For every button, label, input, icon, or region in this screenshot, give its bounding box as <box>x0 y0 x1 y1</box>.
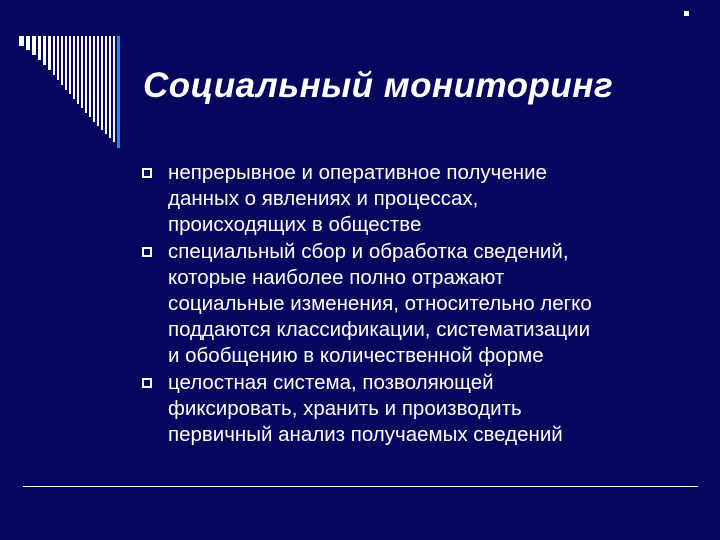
bullet-item <box>138 239 698 370</box>
bullet-text: специальный сбор и обработка сведений, которые наиболее полно отражают социальные изменения, относительно легко поддаются классификации, систематизации и обобщению в количественной форме <box>168 239 592 368</box>
hollow-square-icon <box>142 168 152 178</box>
bullet-text: целостная система, позволяющей фиксировать, хранить и производить первичный анализ получаемых сведений <box>168 370 563 447</box>
hollow-square-icon <box>142 378 152 388</box>
hollow-square-icon <box>142 247 152 257</box>
bullet-item <box>138 370 698 449</box>
accent-bar <box>117 36 120 148</box>
top-right-square <box>684 11 689 16</box>
bullet-text: непрерывное и оперативное получение данных о явлениях и процессах, происходящих в обществе <box>168 161 547 237</box>
bullet-list <box>138 160 698 448</box>
slide-title: Социальный мониторинг <box>143 66 614 105</box>
bar-group <box>19 36 115 142</box>
bullet-item <box>138 160 698 239</box>
bottom-divider <box>23 486 698 487</box>
